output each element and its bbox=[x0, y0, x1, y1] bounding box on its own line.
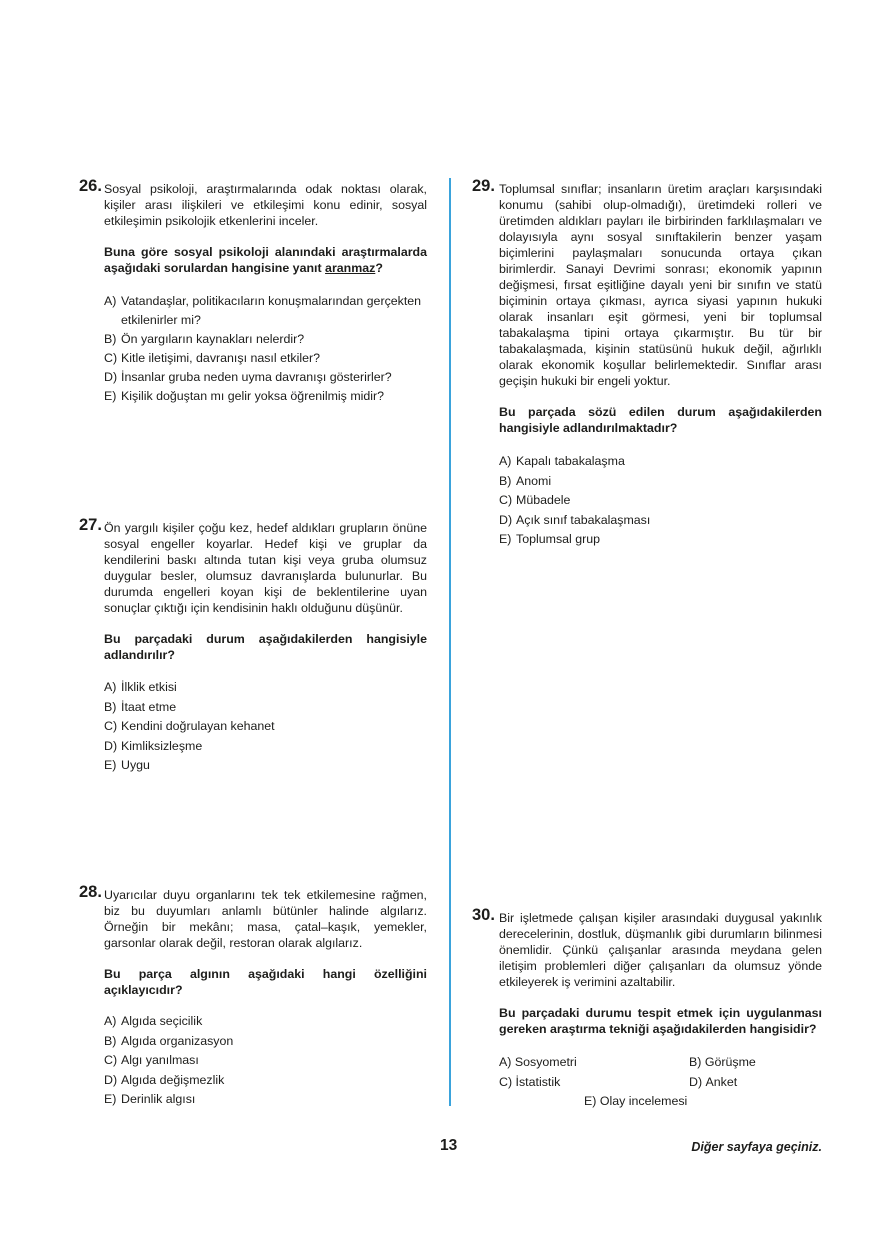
option-b[interactable]: B) Algıda organizasyon bbox=[104, 1033, 234, 1048]
option-d[interactable]: D) Kimliksizleşme bbox=[104, 738, 203, 753]
option-e[interactable]: E) Uygu bbox=[104, 758, 150, 772]
options-list bbox=[104, 678, 427, 776]
question-prompt: Bu parçada sözü edilen durum aşağıdakilerden hangisiyle adlandırılmaktadır? bbox=[499, 405, 822, 435]
option-b[interactable]: B) Anomi bbox=[499, 473, 552, 488]
option-e[interactable]: E) Derinlik algısı bbox=[104, 1092, 196, 1106]
question-stem: Bir işletmede çalışan kişiler arasındaki duygusal yakınlık derecelerinin, dostluk, düşmanlık gibi durumların bilinmesi önemlidir. Çünkü çalışanlar arasında meydana gelen iletişim problemleri diğer çalışanları da olumsuz yönde etkileyerek iş verimini azaltabilir. bbox=[499, 911, 822, 989]
question-number: 28. bbox=[79, 883, 102, 901]
column-divider bbox=[449, 178, 451, 1106]
question-30 bbox=[472, 906, 822, 1112]
option-a[interactable]: A) Sosyometri bbox=[499, 1055, 577, 1069]
option-c[interactable]: C) Kendini doğrulayan kehanet bbox=[104, 719, 275, 733]
question-number: 30. bbox=[472, 906, 495, 924]
question-26 bbox=[79, 177, 427, 406]
question-number: 29. bbox=[472, 177, 495, 195]
page-number: 13 bbox=[440, 1137, 458, 1154]
question-29 bbox=[472, 177, 822, 550]
options-list bbox=[104, 292, 427, 406]
question-number: 27. bbox=[79, 516, 102, 534]
option-b[interactable]: B) Görüşme bbox=[689, 1055, 756, 1069]
question-prompt: Bu parçadaki durum aşağıdakilerden hangisiyle adlandırılır? bbox=[104, 632, 427, 662]
option-a[interactable]: A) Algıda seçicilik bbox=[104, 1014, 203, 1028]
option-c[interactable]: C) İstatistik bbox=[499, 1074, 561, 1089]
option-c[interactable]: C) Kitle iletişimi, davranışı nasıl etkiler? bbox=[104, 351, 321, 365]
options-list bbox=[104, 1012, 427, 1110]
option-e[interactable]: E) Kişilik doğuştan mı gelir yoksa öğrenilmiş midir? bbox=[104, 389, 385, 403]
options-list bbox=[499, 452, 822, 550]
question-prompt: Bu parçadaki durumu tespit etmek için uygulanması gereken araştırma tekniği aşağıdakilerden hangisidir? bbox=[499, 1006, 822, 1036]
option-c[interactable]: C) Mübadele bbox=[499, 493, 571, 507]
question-number: 26. bbox=[79, 177, 102, 195]
option-a[interactable]: A) Kapalı tabakalaşma bbox=[499, 454, 625, 468]
underlined-word: aranmaz bbox=[325, 261, 376, 275]
question-prompt: Buna göre sosyal psikoloji alanındaki araştırmalarda aşağıdaki sorulardan hangisine yanıt aranmaz? bbox=[104, 245, 427, 275]
option-e[interactable]: E) Olay incelemesi bbox=[584, 1094, 688, 1108]
option-d[interactable]: D) Algıda değişmezlik bbox=[104, 1072, 225, 1087]
option-a[interactable]: A) İlklik etkisi bbox=[104, 680, 177, 694]
question-stem: Toplumsal sınıflar; insanların üretim araçları karşısındaki konumu (sahibi olup-olmadığı), üretimdeki rolleri ve üretimden aldıkları payları ile birbirinden farklılaşmaları ve dolayısıyla aynı sosyal sınıftakilerin benzer yaşam biçimlerini paylaşmaları sonucunda ortaya çıkan birimlerdir. Sanayi Devrimi sonrası; ekonomik yapının değişmesi, fırsat eşitliğine dayalı yeni bir sınıfın ve statü biçiminin ortaya çıkması, ayrıca siyasi yapının hukuki olarak insanları eşit görmesi, yeni bir toplumsal tabakalaşma tipini ortaya çıkarmıştır. Bu tür bir tabakalaşmada, kişinin statüsünü hukuk değil, ağırlıklı olarak ekonomik koşullar belirlemektedir. Sınıflar arası geçişin hukuki bir engeli yoktur. bbox=[499, 182, 822, 388]
question-stem: Sosyal psikoloji, araştırmalarında odak noktası olarak, kişiler arası ilişkileri ve etkileşimi konu edinir, sosyal etkileşimin psikolojik etkenlerini inceler. bbox=[104, 182, 427, 228]
question-prompt: Bu parça algının aşağıdaki hangi özelliğini açıklayıcıdır? bbox=[104, 967, 427, 997]
option-c[interactable]: C) Algı yanılması bbox=[104, 1053, 199, 1067]
option-b[interactable]: B) İtaat etme bbox=[104, 699, 177, 714]
option-e[interactable]: E) Toplumsal grup bbox=[499, 532, 601, 546]
question-stem: Ön yargılı kişiler çoğu kez, hedef aldıkları grupların önüne sosyal engeller koyarlar. Hedef kişi ve gruplar da kendilerini baskı altında tutan kişi veya gruba olumsuz duygular besler, olumsuz davranışlarda bulunurlar. Bu durumda engelleri koyan kişi de beklentilerine uyan sonuçlar çıktığı için kendisinin haklı olduğunu düşünür. bbox=[104, 521, 427, 615]
next-page-note: Diğer sayfaya geçiniz. bbox=[691, 1140, 822, 1154]
question-27 bbox=[79, 516, 427, 776]
question-28 bbox=[79, 883, 427, 1110]
option-d[interactable]: D) İnsanlar gruba neden uyma davranışı gösterirler? bbox=[104, 370, 392, 384]
question-stem: Uyarıcılar duyu organlarını tek tek etkilemesine rağmen, biz bu duyumları anlamlı bütünler halinde algılarız. Örneğin bir mekânı; masa, çatal–kaşık, yemekler, garsonlar olarak değil, restoran olarak algılarız. bbox=[104, 888, 427, 950]
option-d[interactable]: D) Açık sınıf tabakalaşması bbox=[499, 512, 651, 527]
option-a[interactable]: A) Vatandaşlar, politikacıların konuşmalarından gerçekten etkilenirler mi? bbox=[104, 294, 422, 327]
option-b[interactable]: B) Ön yargıların kaynakları nelerdir? bbox=[104, 332, 305, 346]
options-list bbox=[499, 1053, 822, 1112]
option-d[interactable]: D) Anket bbox=[689, 1074, 738, 1089]
